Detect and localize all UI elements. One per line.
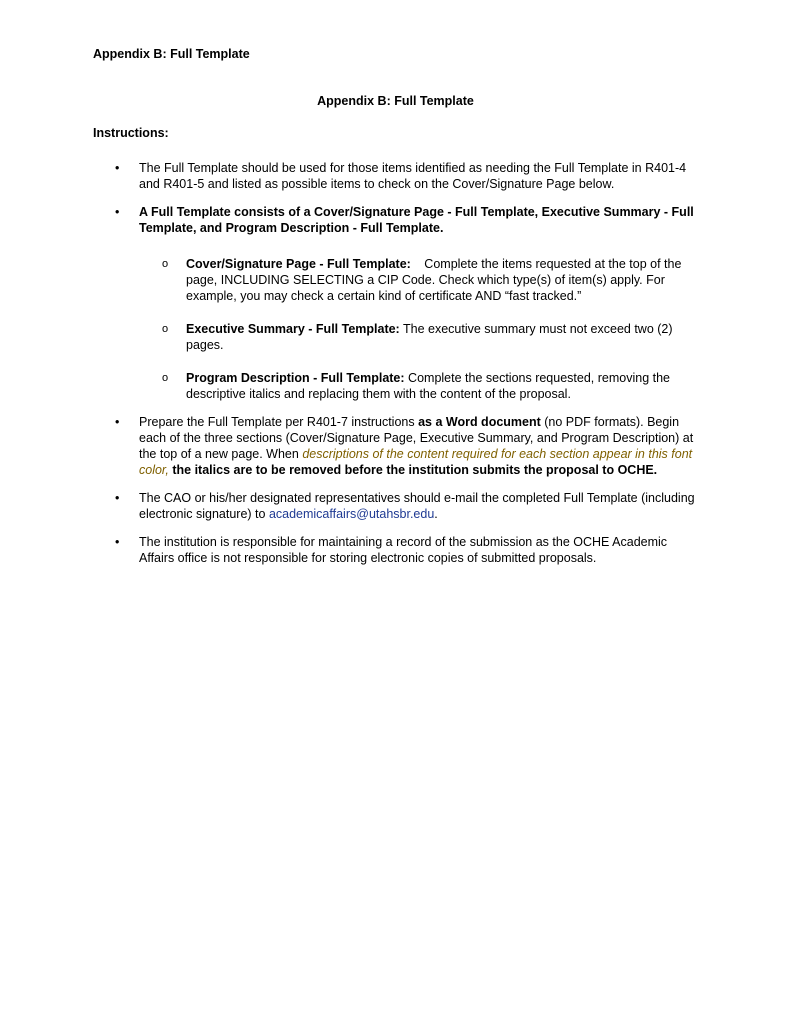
bullet-text: The Full Template should be used for those items identified as needing the Full Template in R401-4 and R401-5 and listed as possible items to check on the Cover/Signature Page below. — [139, 161, 687, 191]
list-item-format — [93, 414, 703, 478]
bullet-icon: • — [115, 205, 120, 219]
sub-item-label: Program Description - Full Template: — [186, 371, 405, 385]
bullet-icon: • — [115, 491, 120, 505]
list-item-usage — [93, 160, 703, 192]
sub-list — [139, 256, 703, 402]
bullet-text-bold: as a Word document — [418, 415, 541, 429]
bullet-text-part: (no PDF formats). Begin each of the three sections (Cover/Signature Page, Executive Summary, and Program Description) at the top of a new page. When — [139, 415, 694, 461]
list-item-records — [93, 534, 703, 566]
sub-item-text: Complete the sections requested, removing the descriptive italics and replacing them with the content of the proposal. — [186, 371, 670, 401]
bullet-text: A Full Template consists of a Cover/Signature Page - Full Template, Executive Summary - Full Template, and Program Description - Full Template. — [139, 205, 694, 235]
list-item-components — [93, 204, 703, 402]
sub-bullet-icon: o — [162, 323, 169, 335]
page-header: Appendix B: Full Template — [93, 47, 250, 61]
sub-item-program-description — [93, 370, 703, 402]
bullet-text: The institution is responsible for maintaining a record of the submission as the OCHE Academic Affairs office is not responsible for storing electronic copies of submitted proposals. — [139, 535, 668, 565]
bullet-text-italic: descriptions of the content required for each section appear in this font color, — [139, 447, 693, 477]
sub-item-text: Complete the items requested at the top of the page, INCLUDING SELECTING a CIP Code. Check which type(s) of item(s) apply. For example, you may check a certain kind of certificate AND “fast tracked.” — [186, 257, 682, 303]
bullet-icon: • — [115, 161, 120, 175]
sub-bullet-icon: o — [162, 372, 169, 384]
bullet-text-part: The CAO or his/her designated representatives should e-mail the completed Full Template (including electronic signature) to — [139, 491, 695, 521]
list-item-email — [93, 490, 703, 522]
sub-item-executive-summary — [93, 321, 703, 353]
sub-item-label: Cover/Signature Page - Full Template: — [186, 257, 411, 271]
sub-item-text: The executive summary must not exceed two (2) pages. — [186, 322, 673, 352]
sub-bullet-icon: o — [162, 258, 169, 270]
bullet-icon: • — [115, 415, 120, 429]
sub-item-label: Executive Summary - Full Template: — [186, 322, 400, 336]
bullet-icon: • — [115, 535, 120, 549]
sub-item-cover-page — [93, 256, 703, 304]
bullet-text-part: . — [434, 507, 438, 521]
instructions-heading: Instructions: — [93, 126, 169, 140]
bullet-text-part: Prepare the Full Template per R401-7 instructions — [139, 415, 419, 429]
instructions-list — [93, 160, 703, 578]
bullet-text-bold: the italics are to be removed before the institution submits the proposal to OCHE. — [168, 463, 658, 477]
email-link[interactable]: academicaffairs@utahsbr.edu — [268, 507, 435, 521]
page-title: Appendix B: Full Template — [317, 94, 474, 108]
